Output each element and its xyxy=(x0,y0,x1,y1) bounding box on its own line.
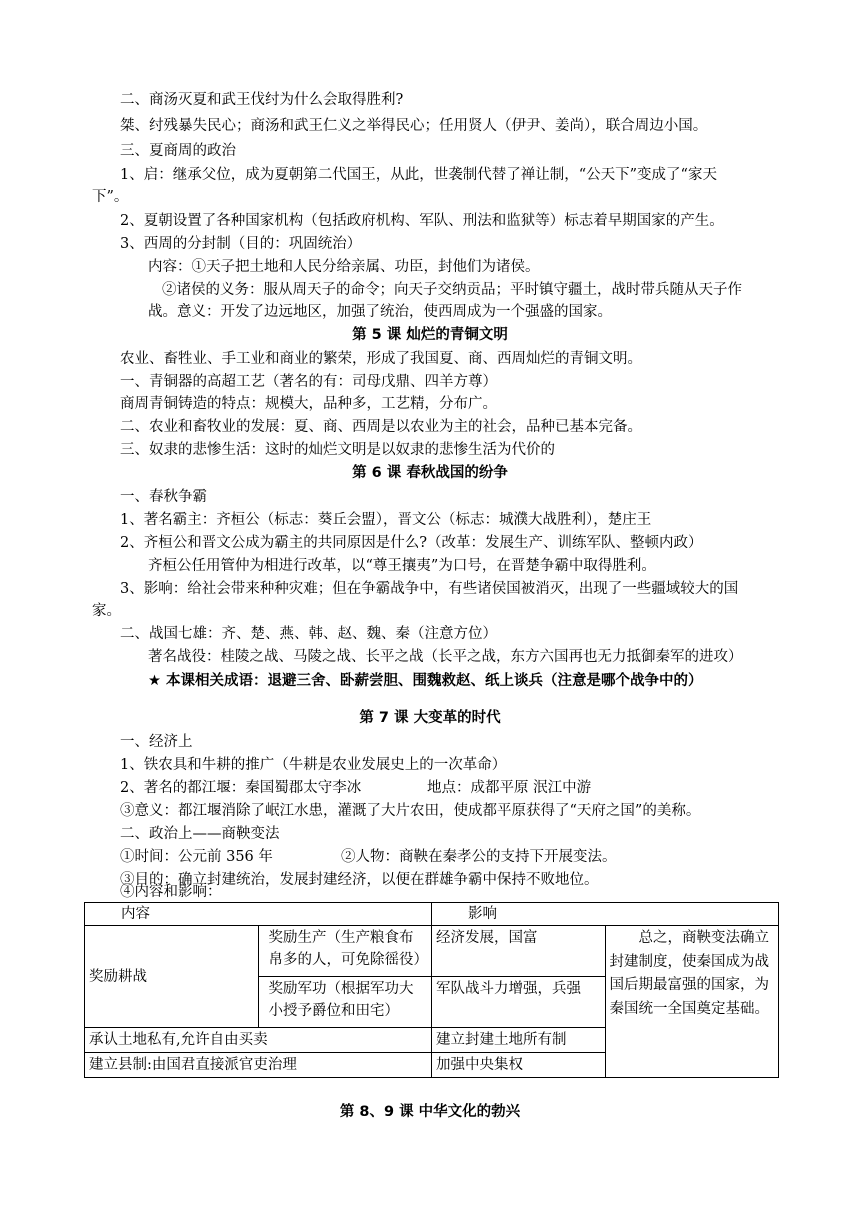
fenfeng-duties: ②诸侯的义务：服从周天子的命令；向天子交纳贡品；平时镇守疆土，战时带兵随从天子作 xyxy=(162,282,742,298)
point-qi-succession: 1、启：继承父位，成为夏朝第二代国王，从此，世袭制代替了禅让制，“公天下”变成了“家天 xyxy=(120,167,717,183)
reform-content-label: ④内容和影响： xyxy=(120,884,222,900)
lesson-5-title: 第 5 课 灿烂的青铜文明 xyxy=(352,327,508,343)
lesson-7-title: 第 7 课 大变革的时代 xyxy=(359,710,501,726)
bronze-features: 商周青铜铸造的特点：规模大，品种多，工艺精，分布广。 xyxy=(120,396,497,412)
county-system: 建立县制:由国君直接派官吏治理 xyxy=(85,1053,432,1078)
answer-shang-zhou-victory: 桀、纣残暴失民心；商汤和武王仁义之举得民心；任用贤人（伊尹、姜尚），联合周边小国。 xyxy=(120,118,708,134)
hegemony-impact-cont: 家。 xyxy=(92,603,121,619)
point-qi-succession-cont: 下”。 xyxy=(92,189,129,205)
point-xia-institutions: 2、夏朝设置了各种国家机构（包括政府机构、军队、刑法和监狱等）标志着早期国家的产生。 xyxy=(120,213,724,229)
effect-centralization: 加强中央集权 xyxy=(432,1053,606,1078)
lesson-8-9-title: 第 8、9 课 中华文化的勃兴 xyxy=(339,1104,521,1120)
dujiangyan-builder: 2、著名的都江堰：秦国蜀郡太守李冰 xyxy=(120,780,362,796)
effect-economy: 经济发展，国富 xyxy=(432,926,606,977)
politics-section: 二、政治上——商鞅变法 xyxy=(120,826,280,842)
reform-person: ②人物：商鞅在秦孝公的支持下开展变法。 xyxy=(341,849,617,865)
bronze-craft: 一、青铜器的高超工艺（著名的有：司母戊鼎、四羊方尊） xyxy=(120,374,497,390)
slave-life: 三、奴隶的悲惨生活：这时的灿烂文明是以奴隶的悲惨生活为代价的 xyxy=(120,442,555,458)
agriculture-development: 二、农业和畜牧业的发展：夏、商、西周是以农业为主的社会，品种已基本完备。 xyxy=(120,419,642,435)
bronze-civilization-intro: 农业、畜牲业、手工业和商业的繁荣，形成了我国夏、商、西周灿烂的青铜文明。 xyxy=(120,351,642,367)
seven-warring-states: 二、战国七雄：齐、楚、燕、韩、赵、魏、秦（注意方位） xyxy=(120,626,497,642)
lesson-6-title: 第 6 课 春秋战国的纷争 xyxy=(352,465,508,481)
point-fenfeng-system: 3、西周的分封制（目的：巩固统治） xyxy=(120,236,362,252)
reform-purpose: ③目的：确立封建统治，发展封建经济，以便在群雄争霸中保持不败地位。 xyxy=(120,872,599,888)
hegemon-reason: 2、齐桓公和晋文公成为霸主的共同原因是什么?（改革：发展生产、训练军队、整顿内政） xyxy=(120,535,703,551)
reform-summary: 总之，商鞅变法确立封建制度，使秦国成为战国后期最富强的国家，为秦国统一全国奠定基础。 xyxy=(605,926,779,1078)
dujiangyan-significance: ③意义：都江堰消除了岷江水患，灌溉了大片农田，使成都平原获得了“天府之国”的美称。 xyxy=(120,803,701,819)
effect-military: 军队战斗力增强，兵强 xyxy=(432,977,606,1028)
famous-battles: 著名战役：桂陵之战、马陵之战、长平之战（长平之战，东方六国再也无力抵御秦军的进攻） xyxy=(148,649,743,665)
economy-section: 一、经济上 xyxy=(120,734,193,750)
section-xia-shang-zhou-politics: 三、夏商周的政治 xyxy=(120,143,236,159)
shang-yang-reform-table xyxy=(84,902,779,1078)
fenfeng-content: 内容：①天子把土地和人民分给亲属、功臣，封他们为诸侯。 xyxy=(148,259,540,275)
guan-zhong-reform: 齐桓公任用管仲为相进行改革，以“尊王攘夷”为口号，在晋楚争霸中取得胜利。 xyxy=(148,558,656,574)
table-row xyxy=(85,926,779,977)
reward-military: 奖励军功（根据军功大小授予爵位和田宅） xyxy=(258,977,432,1028)
fenfeng-duties-cont: 战。意义：开发了边远地区，加强了统治，使西周成为一个强盛的国家。 xyxy=(148,304,612,320)
question-shang-zhou-victory: 二、商汤灭夏和武王伐纣为什么会取得胜利? xyxy=(120,92,404,108)
famous-hegemons: 1、著名霸主：齐桓公（标志：葵丘会盟），晋文公（标志：城濮大战胜利），楚庄王 xyxy=(120,512,652,528)
table-header-row xyxy=(85,903,779,926)
chunqiu-hegemony: 一、春秋争霸 xyxy=(120,489,207,505)
reward-production: 奖励生产（生产粮食布帛多的人，可免除徭役） xyxy=(258,926,432,977)
reform-time: ①时间：公元前 356 年 xyxy=(120,849,273,865)
dujiangyan-location: 地点：成都平原 泯江中游 xyxy=(427,780,592,796)
idioms-note: ★ 本课相关成语：退避三舍、卧薪尝胆、围魏救赵、纸上谈兵（注意是哪个战争中的） xyxy=(148,673,703,689)
effect-land-system: 建立封建土地所有制 xyxy=(432,1028,606,1053)
header-content: 内容 xyxy=(85,903,432,926)
hegemony-impact: 3、影响：给社会带来种种灾难；但在争霸战争中，有些诸侯国被消灭，出现了一些疆域较大的国 xyxy=(120,581,739,597)
header-effect: 影响 xyxy=(432,903,779,926)
iron-tools-oxen: 1、铁农具和牛耕的推广（牛耕是农业发展史上的一次革命） xyxy=(120,757,507,773)
reward-farming-war: 奖励耕战 xyxy=(85,926,259,1028)
land-private-ownership: 承认土地私有,允许自由买卖 xyxy=(85,1028,432,1053)
